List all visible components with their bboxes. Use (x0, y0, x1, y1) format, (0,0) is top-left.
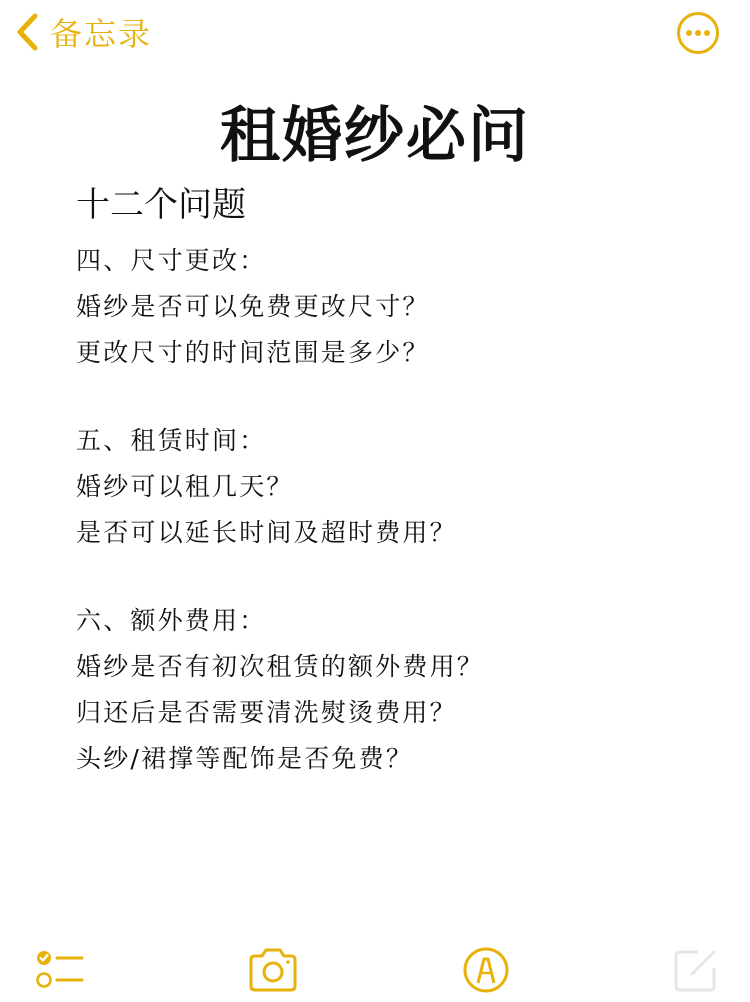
note-line: 头纱/裙撑等配饰是否免费？ (76, 744, 414, 773)
section-heading: 四、尺寸更改： (76, 246, 267, 275)
note-subtitle: 十二个问题 (76, 185, 246, 225)
markup-button[interactable] (458, 942, 514, 998)
note-section (76, 418, 710, 556)
section-heading: 六、额外费用： (76, 606, 267, 635)
note-line: 婚纱可以租几天？ (76, 472, 294, 501)
note-line: 更改尺寸的时间范围是多少？ (76, 338, 430, 367)
compose-icon (668, 942, 724, 998)
back-button[interactable] (14, 10, 152, 54)
note-body[interactable] (76, 182, 710, 824)
back-label: 备忘录 (50, 15, 153, 53)
note-section (76, 598, 710, 782)
bottom-toolbar (0, 942, 750, 1002)
note-line: 婚纱是否有初次租赁的额外费用？ (76, 652, 485, 681)
note-title[interactable]: 租婚纱必问 (220, 101, 530, 171)
note-section (76, 238, 710, 376)
more-button[interactable] (676, 11, 720, 55)
note-line: 是否可以延长时间及超时费用？ (76, 518, 457, 547)
note-line: 归还后是否需要清洗熨烫费用？ (76, 698, 457, 727)
checklist-icon (30, 942, 86, 998)
ellipsis-circle-icon (676, 11, 720, 55)
camera-icon (245, 942, 301, 998)
compose-button[interactable] (668, 942, 724, 998)
section-heading: 五、租赁时间： (76, 426, 267, 455)
camera-button[interactable] (245, 942, 301, 998)
markup-pen-icon (458, 942, 514, 998)
chevron-left-icon (14, 12, 40, 52)
note-line: 婚纱是否可以免费更改尺寸？ (76, 292, 430, 321)
checklist-button[interactable] (30, 942, 86, 998)
navigation-bar (0, 0, 750, 70)
